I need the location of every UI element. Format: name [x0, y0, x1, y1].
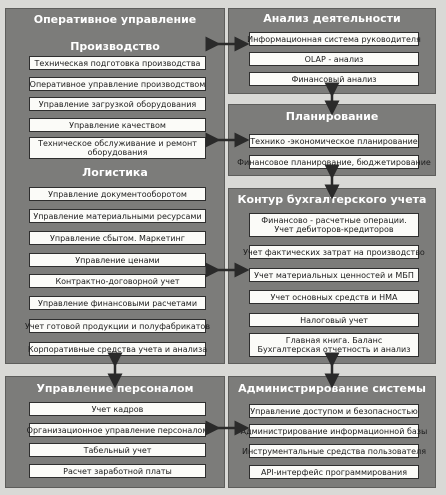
logistics-item: Управление документооборотом — [29, 187, 206, 201]
logistics-item: Корпоративные средства учета и анализа — [29, 342, 206, 356]
planning-title: Планирование — [285, 110, 379, 123]
accounting-item: Учет материальных ценностей и МБП — [249, 268, 419, 282]
production-item: Техническая подготовка производства — [29, 56, 206, 70]
personnel-item: Табельный учет — [29, 443, 206, 457]
logistics-item: Учет готовой продукции и полуфабрикатов — [29, 319, 206, 333]
analysis-title: Анализ деятельности — [263, 12, 401, 25]
accounting-item: Учет фактических затрат на производство — [249, 245, 419, 259]
admin-item: Управление доступом и безопасностью — [249, 404, 419, 418]
planning-item: Технико -экономическое планирование — [249, 134, 419, 148]
logistics-item: Управление ценами — [29, 253, 206, 267]
logistics-item: Управление финансовыми расчетами — [29, 296, 206, 310]
planning-item: Финансовое планирование, бюджетирование — [249, 155, 419, 169]
accounting-item: Финансово - расчетные операции. Учет дебиторов-кредиторов — [249, 213, 419, 237]
production-title: Производство — [70, 40, 160, 53]
personnel-item: Расчет заработной платы — [29, 464, 206, 478]
logistics-item: Контрактно-договорной учет — [29, 274, 206, 288]
personnel-title: Управление персоналом — [36, 382, 194, 395]
production-item: Оперативное управление производством — [29, 77, 206, 91]
admin-title: Администрирование системы — [238, 382, 426, 395]
operational-management-title: Оперативное управление — [33, 13, 197, 26]
accounting-title: Контур бухгалтерского учета — [237, 193, 427, 206]
production-item: Управление качеством — [29, 118, 206, 132]
analysis-item: OLAP - анализ — [249, 52, 419, 66]
logistics-title: Логистика — [82, 166, 148, 179]
admin-item: Инструментальные средства пользователя — [249, 444, 419, 458]
personnel-item: Организационное управление персоналом — [29, 423, 206, 437]
accounting-item: Налоговый учет — [249, 313, 419, 327]
admin-item: API-интерфейс программирования — [249, 465, 419, 479]
personnel-item: Учет кадров — [29, 402, 206, 416]
analysis-item: Финансовый анализ — [249, 72, 419, 86]
admin-item: Администрирование информационной базы — [249, 424, 419, 438]
production-item: Техническое обслуживание и ремонт оборудования — [29, 137, 206, 159]
accounting-item: Учет основных средств и НМА — [249, 290, 419, 304]
logistics-item: Управление сбытом. Маркетинг — [29, 231, 206, 245]
analysis-item: Информационная система руководителя — [249, 32, 419, 46]
production-item: Управление загрузкой оборудования — [29, 97, 206, 111]
accounting-item: Главная книга. Баланс Бухгалтерская отчетность и анализ — [249, 333, 419, 357]
logistics-item: Управление материальными ресурсами — [29, 209, 206, 223]
